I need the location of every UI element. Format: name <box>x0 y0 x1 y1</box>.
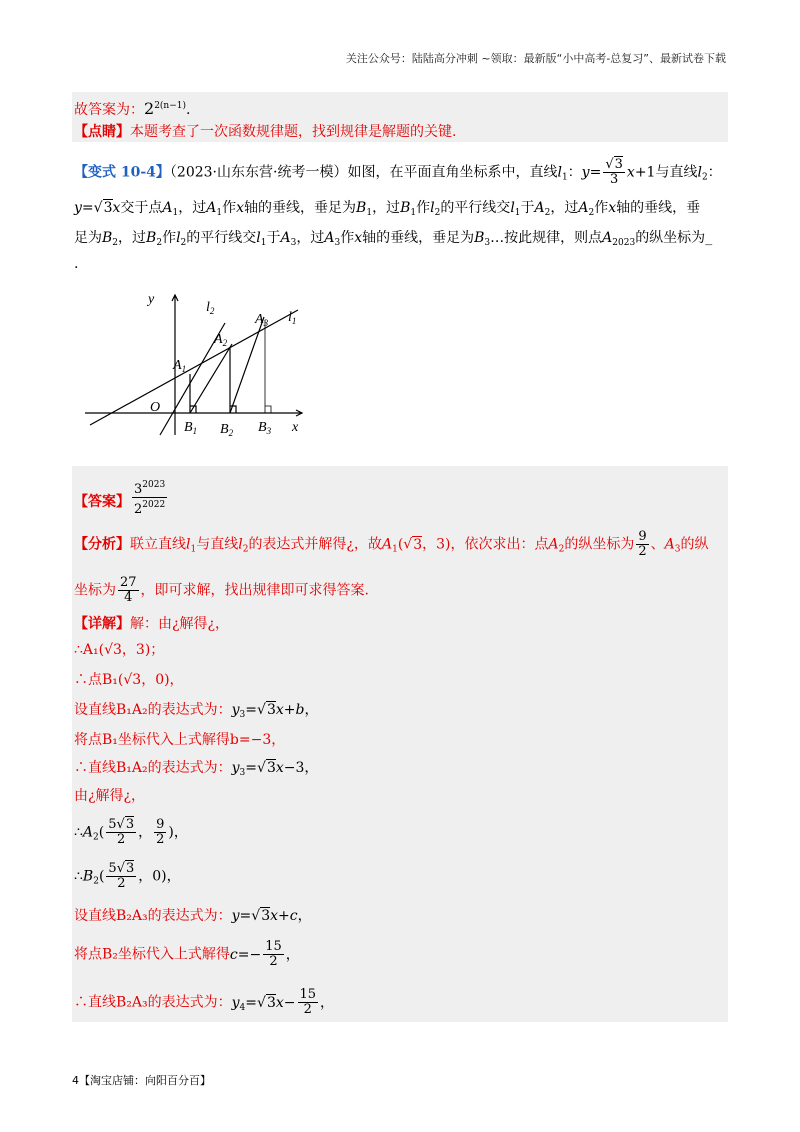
label-a3: $A_3$ <box>255 312 269 328</box>
page-footer: 4【淘宝店铺：向阳百分百】 <box>72 1074 211 1087</box>
label-y: y <box>148 292 155 307</box>
detail-line-12: ∴直线B₂A₃的表达式为：$y_4=√3x-$ $\frac{15}{2}$ ， <box>74 987 335 1017</box>
label-b3: $B_3$ <box>258 420 272 436</box>
problem-line-1: 【变式 10-4】（2023·山东东营·统考一模）如图，在平面直角坐标系中，直线$l_1$：y= $\frac{√3}{3}$ x+1与直线$l_2$： <box>74 157 722 187</box>
coordinate-figure <box>80 285 320 440</box>
detail-line-3: ∴点B₁(√3，0)， <box>74 672 184 688</box>
detail-line-2: ∴A₁(√3，3)； <box>74 642 165 658</box>
segment-b1-a2 <box>190 344 232 413</box>
label-l2: $l_2$ <box>206 300 215 316</box>
problem-line-2: y=√3x交于点$A_1$，过$A_1$作x轴的垂线，垂足为$B_1$，过$B_1$作$l_2$的平行线交$l_1$于$A_2$，过$A_2$作x轴的垂线，垂 <box>74 200 701 218</box>
analysis-line-2: 坐标为 $\frac{27}{4}$ ，即可求解，找出规律即可求得答案. <box>74 575 369 605</box>
prev-answer-line: 故答案为：$2^{2(n-1)}$. <box>74 99 191 118</box>
detail-line-11: 将点B₂坐标代入上式解得c=− $\frac{15}{2}$ ， <box>74 939 300 969</box>
segment-b2-a3 <box>230 317 264 413</box>
problem-line-3: 足为$B_2$，过$B_2$作$l_2$的平行线交$l_1$于$A_3$，过$A_3$作x轴的垂线，垂足为$B_3\dots$按此规律，则点$A_{2023}$的纵坐标为_ <box>74 230 713 248</box>
prev-comment-line: 【点睛】本题考查了一次函数规律题，找到规律是解题的关键. <box>74 124 457 140</box>
page-header: 关注公众号：陆陆高分冲刺 ~领取：最新版“小中高考-总复习”、最新试卷下载 <box>345 52 726 65</box>
detail-line-9: $\therefore B_2$( $\frac{5√3}{2}$ ，0)， <box>74 861 181 891</box>
label-b2: $B_2$ <box>220 422 234 438</box>
label-l1: $l_1$ <box>288 310 297 326</box>
label-a1: $A_1$ <box>173 358 187 374</box>
label-b1: $B_1$ <box>184 420 198 436</box>
detail-line-5: 将点B₁坐标代入上式解得b=−3， <box>74 732 286 748</box>
label-x: x <box>292 420 299 435</box>
right-angle-b3 <box>265 406 271 413</box>
detail-line-8: $\therefore A_2$( $\frac{5√3}{2}$ ， $\frac{9}{2}$ )， <box>74 817 188 847</box>
label-a2: $A_2$ <box>214 332 228 348</box>
problem-line-4: . <box>74 256 79 272</box>
detail-line-6: ∴直线B₁A₂的表达式为：$y_3=√3x-3$， <box>74 760 319 778</box>
detail-line-4: 设直线B₁A₂的表达式为：$y_3=√3x+b$， <box>74 702 319 720</box>
detail-line-10: 设直线B₂A₃的表达式为：y=√3x+c， <box>74 908 312 924</box>
analysis-line-1: 【分析】联立直线$l_1$与直线$l_2$的表达式并解得¿，故$A_1(√3$，3)，依次求出：点$A_2$的纵坐标为 $\frac{9}{2}$ 、$A_3$的纵 <box>74 529 709 559</box>
detail-line-1: 【详解】解：由¿解得¿， <box>74 616 230 632</box>
label-o: O <box>150 400 161 415</box>
detail-line-7: 由¿解得¿， <box>74 788 146 804</box>
answer-line: 【答案】 $\frac{3^{2023}}{2^{2022}}$ <box>74 480 166 517</box>
